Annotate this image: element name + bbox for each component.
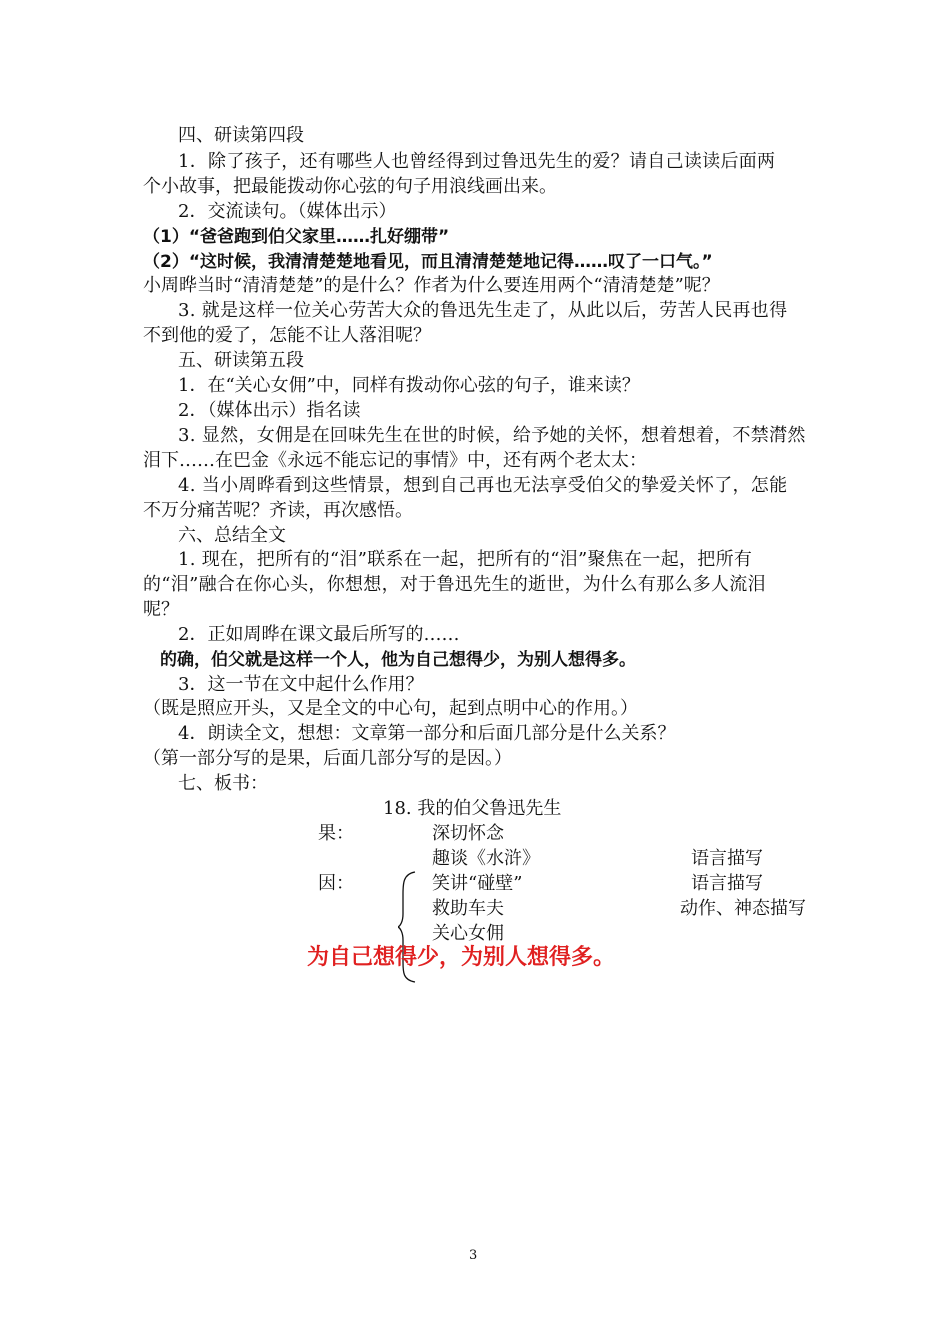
cause-note: 语言描写 bbox=[691, 848, 763, 869]
cause-label: 因： bbox=[318, 873, 354, 894]
paragraph-line: 2．交流读句。（媒体出示） bbox=[178, 201, 397, 222]
paragraph-line: 2．正如周晔在课文最后所写的…… bbox=[178, 624, 460, 645]
paragraph-line: 1. 现在，把所有的“泪”联系在一起，把所有的“泪”聚焦在一起，把所有 bbox=[178, 549, 753, 570]
section-6-heading: 六、总结全文 bbox=[178, 525, 286, 546]
cause-item: 救助车夫 bbox=[432, 898, 504, 919]
paragraph-line: （第一部分写的是果，后面几部分写的是因。） bbox=[143, 748, 512, 769]
section-4-heading: 四、研读第四段 bbox=[178, 125, 304, 146]
cause-item: 笑讲“碰壁” bbox=[432, 873, 523, 894]
paragraph-line: 小周晔当时“清清楚楚”的是什么？作者为什么要连用两个“清清楚楚”呢？ bbox=[143, 275, 720, 296]
key-quote-bold: 的确，伯父就是这样一个人，他为自己想得少，为别人想得多。 bbox=[160, 650, 636, 670]
paragraph-line: 呢？ bbox=[143, 599, 179, 620]
paragraph-line: 个小故事，把最能拨动你心弦的句子用浪线画出来。 bbox=[143, 176, 557, 197]
effect-label: 果： bbox=[318, 823, 354, 844]
board-summary: 为自己想得少，为别人想得多。 bbox=[307, 945, 616, 970]
paragraph-line: 3. 显然，女佣是在回味先生在世的时候，给予她的关怀，想着想着，不禁潸然 bbox=[178, 425, 806, 446]
paragraph-line: 不到他的爱了，怎能不让人落泪呢？ bbox=[143, 325, 431, 346]
page-number: 3 bbox=[469, 1248, 478, 1263]
paragraph-line: 2．（媒体出示）指名读 bbox=[178, 400, 361, 421]
cause-item: 趣谈《水浒》 bbox=[432, 848, 540, 869]
cause-note: 动作、神态描写 bbox=[680, 898, 806, 919]
quoted-sentence-bold: （1）“爸爸跑到伯父家里……扎好绷带” bbox=[143, 227, 450, 247]
effect-item: 深切怀念 bbox=[432, 823, 504, 844]
quoted-sentence-bold: （2）“这时候，我清清楚楚地看见，而且清清楚楚地记得……叹了一口气。” bbox=[143, 252, 713, 272]
paragraph-line: 4. 当小周晔看到这些情景，想到自己再也无法享受伯父的挚爱关怀了，怎能 bbox=[178, 475, 788, 496]
paragraph-line: 1．除了孩子，还有哪些人也曾经得到过鲁迅先生的爱？请自己读读后面两 bbox=[178, 151, 776, 172]
paragraph-line: 的“泪”融合在你心头，你想想，对于鲁迅先生的逝世，为什么有那么多人流泪 bbox=[143, 574, 766, 595]
paragraph-line: 3. 就是这样一位关心劳苦大众的鲁迅先生走了，从此以后，劳苦人民再也得 bbox=[178, 300, 788, 321]
section-5-heading: 五、研读第五段 bbox=[178, 350, 304, 371]
paragraph-line: 不万分痛苦呢？齐读，再次感悟。 bbox=[143, 500, 413, 521]
cause-item: 关心女佣 bbox=[432, 923, 504, 944]
paragraph-line: 3．这一节在文中起什么作用？ bbox=[178, 674, 424, 695]
board-title: 18. 我的伯父鲁迅先生 bbox=[383, 798, 562, 819]
section-7-heading: 七、板书： bbox=[178, 773, 268, 794]
paragraph-line: （既是照应开头，又是全文的中心句，起到点明中心的作用。） bbox=[143, 698, 638, 719]
cause-note: 语言描写 bbox=[691, 873, 763, 894]
paragraph-line: 泪下……在巴金《永远不能忘记的事情》中，还有两个老太太： bbox=[143, 450, 647, 471]
paragraph-line: 4．朗读全文，想想：文章第一部分和后面几部分是什么关系？ bbox=[178, 723, 676, 744]
paragraph-line: 1．在“关心女佣”中，同样有拨动你心弦的句子，谁来读？ bbox=[178, 375, 640, 396]
